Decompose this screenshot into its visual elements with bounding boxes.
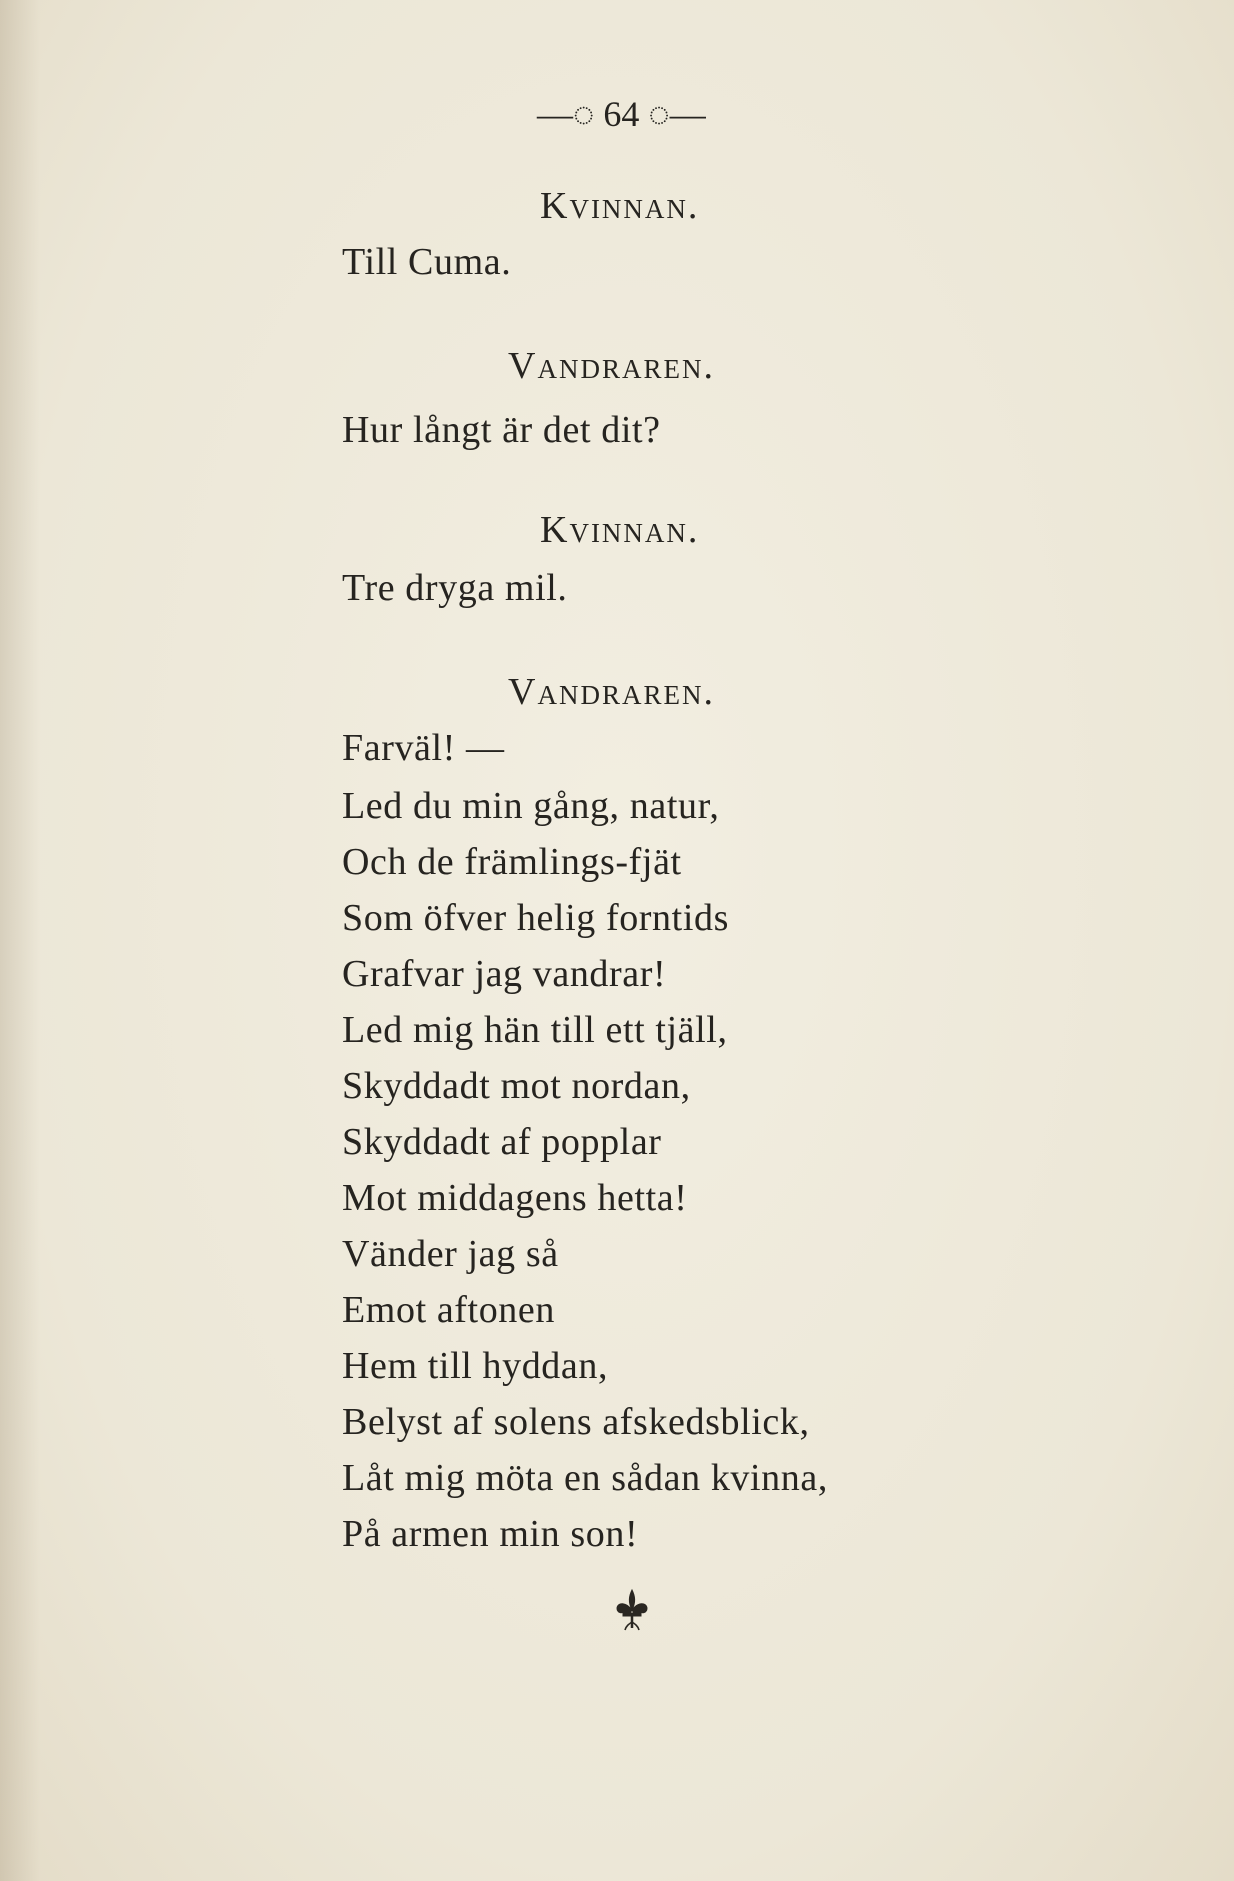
verse-line: Och de främlings-fjät xyxy=(342,841,682,883)
verse-line: Hem till hyddan, xyxy=(342,1345,609,1387)
page-edge-shadow xyxy=(0,0,40,1881)
verse-line: Skyddadt mot nordan, xyxy=(342,1065,691,1107)
verse-line: Led mig hän till ett tjäll, xyxy=(342,1009,728,1051)
verse-line: Skyddadt af popplar xyxy=(342,1121,662,1163)
speaker-kvinnan: Kvinnan. xyxy=(540,509,700,551)
verse-line: Låt mig möta en sådan kvinna, xyxy=(342,1457,828,1499)
verse-line: Grafvar jag vandrar! xyxy=(342,953,667,995)
verse-line: Farväl! — xyxy=(342,727,505,769)
speaker-kvinnan: Kvinnan. xyxy=(540,185,700,227)
verse-line: Led du min gång, natur, xyxy=(342,785,720,827)
verse-line: På armen min son! xyxy=(342,1513,639,1555)
verse-line: Tre dryga mil. xyxy=(342,567,568,609)
verse-line: Emot aftonen xyxy=(342,1289,555,1331)
fleuron-icon xyxy=(612,1588,652,1632)
verse-line: Vänder jag så xyxy=(342,1233,559,1275)
speaker-vandraren: Vandraren. xyxy=(508,671,715,713)
verse-line: Mot middagens hetta! xyxy=(342,1177,688,1219)
speaker-vandraren: Vandraren. xyxy=(508,345,715,387)
verse-line: Till Cuma. xyxy=(342,241,512,283)
page-number: —◌ 64 ◌— xyxy=(537,94,706,134)
verse-line: Hur långt är det dit? xyxy=(342,409,661,451)
verse-line: Belyst af solens afskedsblick, xyxy=(342,1401,810,1443)
verse-line: Som öfver helig forntids xyxy=(342,897,729,939)
